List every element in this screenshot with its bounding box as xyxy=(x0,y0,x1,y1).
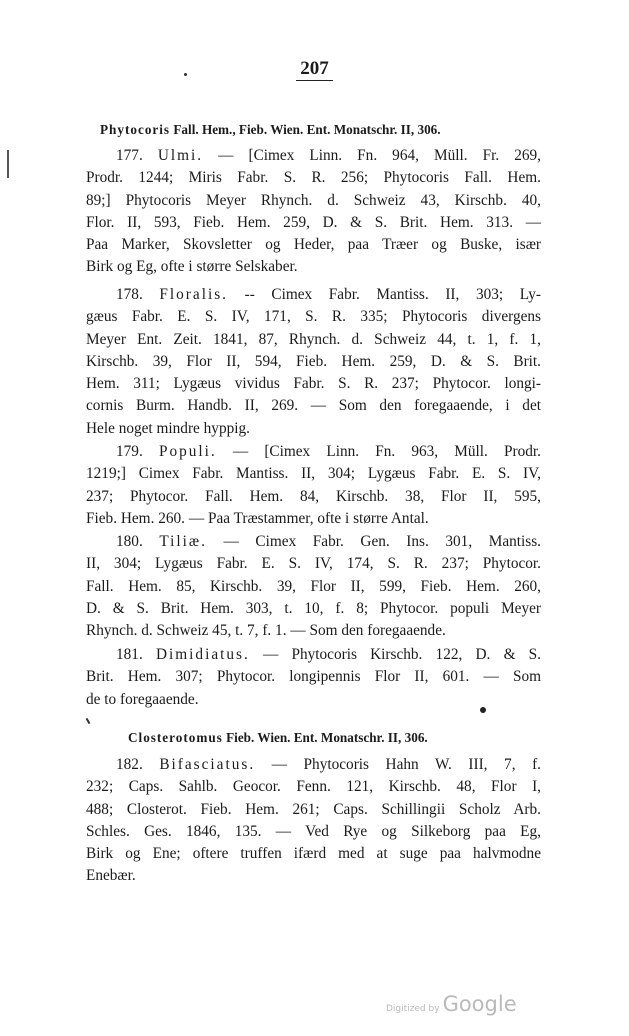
entry-line: Flor. II, 593, Fieb. Hem. 259, D. & S. Brit. Hem. 313. — xyxy=(86,213,541,231)
species-entry-177 xyxy=(86,145,541,279)
entry-line: Enebær. xyxy=(86,867,136,885)
entry-line: D. & S. Brit. Hem. 303, t. 10, f. 8; Phytocor. populi Meyer xyxy=(86,599,541,617)
entry-line: Birk og Ene; oftere truffen ifærd med at suge paa halvmodne xyxy=(86,845,541,863)
entry-line: Fall. Hem. 85, Kirschb. 39, Flor II, 599, Fieb. Hem. 260, xyxy=(86,577,541,595)
species-entry-181 xyxy=(86,644,541,711)
entry-line: 180. Tiliæ. — Cimex Fabr. Gen. Ins. 301, Mantiss. xyxy=(116,533,542,550)
entry-line: cornis Burm. Handb. II, 269. — Som den foregaaende, i det xyxy=(86,397,541,415)
entry-line: Prodr. 1244; Miris Fabr. S. R. 256; Phytocoris Fall. Hem. xyxy=(86,169,541,187)
entry-line: Schles. Ges. 1846, 135. — Ved Rye og Silkeborg paa Eg, xyxy=(86,822,541,840)
entry-number: 182. xyxy=(116,756,143,773)
google-logo: Google xyxy=(442,992,517,1016)
entry-line: 237; Phytocor. Fall. Hem. 84, Kirschb. 38, Flor II, 595, xyxy=(86,487,541,505)
genus-reference: Fall. Hem., Fieb. Wien. Ent. Monatschr. II, 306. xyxy=(173,122,441,137)
entry-line: Meyer Ent. Zeit. 1841, 87, Rhynch. d. Schweiz 44, t. 1, f. 1, xyxy=(86,330,541,348)
entry-line: 177. Ulmi. — [Cimex Linn. Fn. 964, Müll. Fr. 269, xyxy=(116,147,541,164)
google-watermark: Digitized by Google xyxy=(386,992,517,1016)
entry-line: 181. Dimidiatus. — Phytocoris Kirschb. 122, D. & S. xyxy=(116,646,541,663)
entry-line: de to foregaaende. xyxy=(86,690,199,708)
species-entry-178 xyxy=(86,284,541,440)
entry-line: Birk og Eg, ofte i større Selskaber. xyxy=(86,258,298,276)
entry-number: 177. xyxy=(116,147,143,164)
entry-line: Brit. Hem. 307; Phytocor. longipennis Flor II, 601. — Som xyxy=(86,668,541,686)
entry-line: 232; Caps. Sahlb. Geocor. Fenn. 121, Kirschb. 48, Flor I, xyxy=(86,778,541,796)
species-name: Bifasciatus. xyxy=(159,756,256,773)
entry-line: 89;] Phytocoris Meyer Rhynch. d. Schweiz 43, Kirschb. 40, xyxy=(86,191,541,209)
genus-reference: Fieb. Wien. Ent. Monatschr. II, 306. xyxy=(226,730,428,745)
genus-name: Phytocoris xyxy=(100,122,171,137)
page-number: 207 xyxy=(0,58,629,80)
scan-mark xyxy=(7,150,9,178)
entry-number: 179. xyxy=(116,443,143,460)
scan-speck xyxy=(86,718,91,724)
species-entry-179 xyxy=(86,441,541,530)
scan-speck xyxy=(184,73,187,76)
genus-heading-phytocoris xyxy=(100,122,540,138)
entry-line: Hele noget mindre hyppig. xyxy=(86,419,250,437)
entry-line: 488; Closterot. Fieb. Hem. 261; Caps. Schillingii Scholz Arb. xyxy=(86,800,541,818)
species-entry-180 xyxy=(86,531,541,642)
entry-line: II, 304; Lygæus Fabr. E. S. IV, 174, S. R. 237; Phytocor. xyxy=(86,555,541,573)
entry-line: Hem. 311; Lygæus vividus Fabr. S. R. 237; Phytocor. longi- xyxy=(86,375,541,393)
genus-name: Closterotomus xyxy=(128,730,223,745)
entry-line: Paa Marker, Skovsletter og Heder, paa Træer og Buske, især xyxy=(86,236,541,254)
species-name: Ulmi. xyxy=(157,147,204,164)
species-name: Tiliæ. xyxy=(159,533,207,550)
entry-number: 178. xyxy=(116,286,143,303)
entry-line: 178. Floralis. -- Cimex Fabr. Mantiss. II, 303; Ly- xyxy=(116,286,541,303)
entry-number: 181. xyxy=(116,646,143,663)
entry-line: 179. Populi. — [Cimex Linn. Fn. 963, Müll. Prodr. xyxy=(116,443,541,460)
entry-line: 182. Bifasciatus. — Phytocoris Hahn W. III, 7, f. xyxy=(116,756,541,773)
species-entry-182 xyxy=(86,754,541,888)
scan-speck xyxy=(480,707,486,713)
entry-line: Kirschb. 39, Flor II, 594, Fieb. Hem. 259, D. & S. Brit. xyxy=(86,352,541,370)
species-name: Populi. xyxy=(158,443,217,460)
entry-number: 180. xyxy=(116,533,143,550)
genus-heading-closterotomus xyxy=(128,730,568,746)
entry-line: Rhynch. d. Schweiz 45, t. 7, f. 1. — Som den foregaaende. xyxy=(86,622,446,640)
species-name: Dimidiatus. xyxy=(155,646,250,663)
entry-line: 1219;] Cimex Fabr. Mantiss. II, 304; Lygæus Fabr. E. S. IV, xyxy=(86,465,541,483)
species-name: Floralis. xyxy=(159,286,228,303)
entry-line: Fieb. Hem. 260. — Paa Træstammer, ofte i større Antal. xyxy=(86,509,429,527)
entry-line: gæus Fabr. E. S. IV, 171, S. R. 335; Phytocoris divergens xyxy=(86,308,541,326)
